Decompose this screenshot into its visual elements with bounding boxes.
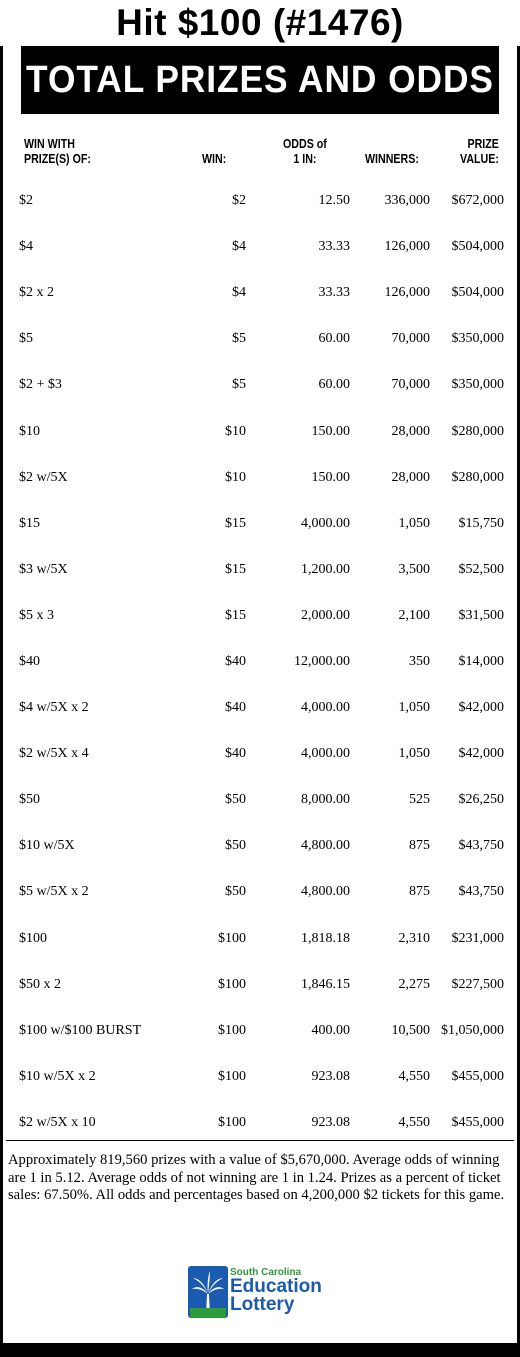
table-row [3,731,517,777]
table-row [3,916,517,962]
cell-value: $350,000 [451,331,504,347]
table-row [3,639,517,685]
cell-winners: 525 [409,792,430,808]
cell-prize: $2 w/5X [19,469,68,485]
cell-prize: $50 x 2 [19,976,61,992]
cell-winners: 28,000 [391,469,430,485]
table-row [3,501,517,547]
table-row [3,1054,517,1100]
cell-odds: 2,000.00 [301,607,350,623]
odds-summary: Approximately 819,560 prizes with a value of $5,670,000. Average odds of winning are 1 in 5.12. Average odds of not winning are 1 in 1.24. Prizes as a percent of ticket sales: 67.50%. All odds and percentages based on 4,200,000 $2 tickets for this game. [8,1152,505,1203]
cell-win: $15 [225,561,246,577]
table-row [3,547,517,593]
cell-win: $5 [232,331,246,347]
cell-win: $100 [218,1022,246,1038]
prize-table [3,178,517,1146]
cell-value: $43,750 [458,838,504,854]
cell-prize: $2 x 2 [19,285,54,301]
cell-odds: 1,846.15 [301,976,350,992]
cell-value: $42,000 [458,746,504,762]
cell-winners: 126,000 [384,239,430,255]
table-row [3,455,517,501]
cell-win: $100 [218,1114,246,1130]
cell-winners: 1,050 [398,746,430,762]
footer-divider [6,1140,514,1141]
header-value: PRIZE VALUE: [460,136,499,166]
cell-value: $42,000 [458,700,504,716]
cell-odds: 1,818.18 [301,930,350,946]
cell-winners: 70,000 [391,331,430,347]
cell-prize: $100 w/$100 BURST [19,1022,142,1038]
table-row [3,270,517,316]
table-row [3,823,517,869]
cell-win: $100 [218,930,246,946]
cell-win: $10 [225,423,246,439]
cell-prize: $10 w/5X [19,838,75,854]
sc-education-lottery-logo [188,1264,348,1320]
cell-odds: 60.00 [318,377,350,393]
cell-win: $15 [225,515,246,531]
cell-winners: 875 [409,884,430,900]
cell-value: $26,250 [458,792,504,808]
cell-prize: $5 [19,331,33,347]
cell-odds: 1,200.00 [301,561,350,577]
table-row [3,362,517,408]
cell-win: $50 [225,838,246,854]
cell-odds: 12,000.00 [294,653,350,669]
cell-odds: 4,000.00 [301,746,350,762]
cell-value: $455,000 [451,1068,504,1084]
cell-prize: $15 [19,515,40,531]
section-banner: TOTAL PRIZES AND ODDS [21,46,499,114]
cell-win: $40 [225,653,246,669]
cell-winners: 2,310 [398,930,430,946]
logo-line-1: South Carolina [230,1267,302,1278]
cell-odds: 4,000.00 [301,515,350,531]
table-row [3,224,517,270]
cell-value: $231,000 [451,930,504,946]
cell-win: $4 [232,285,246,301]
cell-value: $504,000 [451,239,504,255]
cell-value: $227,500 [451,976,504,992]
cell-odds: 150.00 [311,469,350,485]
logo-line-3: Lottery [230,1294,295,1315]
table-row [3,777,517,823]
cell-winners: 2,100 [398,607,430,623]
cell-winners: 2,275 [398,976,430,992]
cell-odds: 4,000.00 [301,700,350,716]
cell-prize: $10 [19,423,40,439]
table-row [3,962,517,1008]
cell-win: $4 [232,239,246,255]
cell-prize: $2 w/5X x 10 [19,1114,96,1130]
cell-odds: 923.08 [311,1114,350,1130]
cell-prize: $4 [19,239,33,255]
cell-odds: 400.00 [311,1022,350,1038]
table-row [3,685,517,731]
bottom-bar [3,1343,517,1357]
cell-prize: $2 w/5X x 4 [19,746,89,762]
cell-value: $280,000 [451,469,504,485]
table-row [3,178,517,224]
cell-win: $100 [218,1068,246,1084]
cell-win: $15 [225,607,246,623]
cell-odds: 12.50 [318,193,350,209]
cell-odds: 4,800.00 [301,884,350,900]
header-win: WIN: [202,151,227,166]
cell-prize: $10 w/5X x 2 [19,1068,96,1084]
palmetto-tree-icon [188,1264,228,1320]
cell-prize: $5 w/5X x 2 [19,884,89,900]
cell-winners: 70,000 [391,377,430,393]
cell-odds: 150.00 [311,423,350,439]
cell-winners: 1,050 [398,515,430,531]
cell-win: $10 [225,469,246,485]
cell-prize: $3 w/5X [19,561,68,577]
cell-win: $40 [225,700,246,716]
table-row [3,316,517,362]
cell-winners: 875 [409,838,430,854]
table-row [3,1008,517,1054]
cell-value: $672,000 [451,193,504,209]
cell-odds: 60.00 [318,331,350,347]
cell-winners: 3,500 [398,561,430,577]
cell-win: $50 [225,884,246,900]
cell-value: $504,000 [451,285,504,301]
cell-value: $31,500 [458,607,504,623]
cell-winners: 350 [409,653,430,669]
cell-winners: 28,000 [391,423,430,439]
cell-win: $5 [232,377,246,393]
cell-value: $455,000 [451,1114,504,1130]
cell-value: $52,500 [458,561,504,577]
cell-prize: $5 x 3 [19,607,54,623]
cell-odds: 4,800.00 [301,838,350,854]
cell-win: $40 [225,746,246,762]
cell-value: $14,000 [458,653,504,669]
cell-value: $15,750 [458,515,504,531]
header-winners: WINNERS: [365,151,419,166]
cell-prize: $2 [19,193,33,209]
cell-winners: 1,050 [398,700,430,716]
cell-win: $50 [225,792,246,808]
cell-odds: 8,000.00 [301,792,350,808]
page-title: Hit $100 (#1476) [116,2,404,43]
cell-winners: 4,550 [398,1114,430,1130]
logo-line-2: Education [230,1276,322,1297]
cell-prize: $50 [19,792,40,808]
cell-value: $43,750 [458,884,504,900]
cell-prize: $100 [19,930,47,946]
cell-winners: 126,000 [384,285,430,301]
cell-value: $1,050,000 [441,1022,504,1038]
cell-odds: 923.08 [311,1068,350,1084]
header-prize: WIN WITH PRIZE(S) OF: [24,136,91,166]
cell-winners: 336,000 [384,193,430,209]
cell-value: $280,000 [451,423,504,439]
cell-prize: $40 [19,653,40,669]
cell-odds: 33.33 [318,285,350,301]
table-row [3,869,517,915]
prize-odds-card [0,46,520,1357]
header-odds: ODDS of 1 IN: [283,136,327,166]
cell-odds: 33.33 [318,239,350,255]
table-row [3,408,517,454]
cell-winners: 10,500 [391,1022,430,1038]
cell-prize: $4 w/5X x 2 [19,700,89,716]
cell-win: $100 [218,976,246,992]
table-row [3,593,517,639]
cell-winners: 4,550 [398,1068,430,1084]
cell-win: $2 [232,193,246,209]
cell-value: $350,000 [451,377,504,393]
cell-prize: $2 + $3 [19,377,62,393]
